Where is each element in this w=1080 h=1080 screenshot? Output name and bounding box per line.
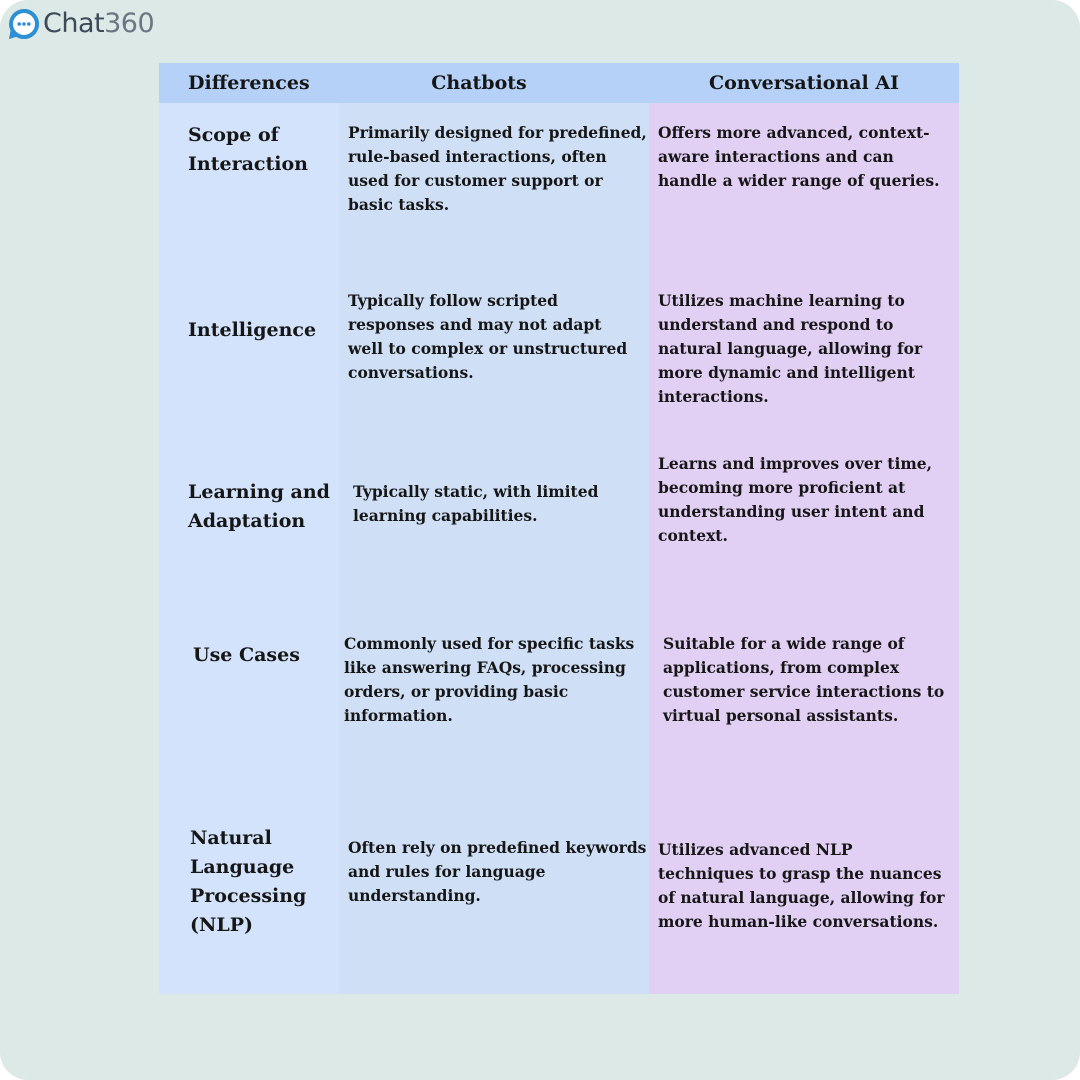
row-label-learning: Learning and Adaptation <box>188 481 330 532</box>
ai-intelligence-text: Utilizes machine learning to understand and respond to natural language, allowing for more dynamic and intelligent interactions. <box>658 291 923 406</box>
header-differences: Differences <box>188 72 310 94</box>
header-conversational-ai: Conversational AI <box>708 72 899 94</box>
row-label-intelligence: Intelligence <box>188 319 317 341</box>
comparison-table <box>159 63 959 994</box>
ai-use-cases-text: Suitable for a wide range of applications, from complex customer service interactions to virtual personal assistants. <box>663 634 945 725</box>
chatbots-scope-text: Primarily designed for predefined, rule-based interactions, often used for customer support or basic tasks. <box>348 123 647 214</box>
table-header <box>159 63 959 103</box>
chatbots-use-cases-text: Commonly used for specific tasks like answering FAQs, processing orders, or providing basic information. <box>344 634 635 725</box>
brand-name: Chat360 <box>43 8 155 39</box>
chatbots-nlp-text: Often rely on predefined keywords and rules for language understanding. <box>348 838 647 905</box>
row-label-scope: Scope of Interaction <box>188 124 308 175</box>
ai-scope-text: Offers more advanced, context-aware interactions and can handle a wider range of queries. <box>658 123 940 190</box>
chat-bubble-icon <box>6 6 42 42</box>
row-label-use-cases: Use Cases <box>193 644 300 666</box>
ai-nlp-text: Utilizes advanced NLP techniques to grasp the nuances of natural language, allowing for more human-like conversations. <box>658 840 945 931</box>
chatbots-intelligence-text: Typically follow scripted responses and may not adapt well to complex or unstructured conversations. <box>348 291 628 382</box>
row-label-nlp: Natural Language Processing (NLP) <box>190 827 307 936</box>
ai-learning-text: Learns and improves over time, becoming more proficient at understanding user intent and context. <box>658 454 933 545</box>
header-chatbots: Chatbots <box>431 72 527 94</box>
chatbots-learning-text: Typically static, with limited learning capabilities. <box>353 482 599 525</box>
brand-logo <box>6 6 154 42</box>
